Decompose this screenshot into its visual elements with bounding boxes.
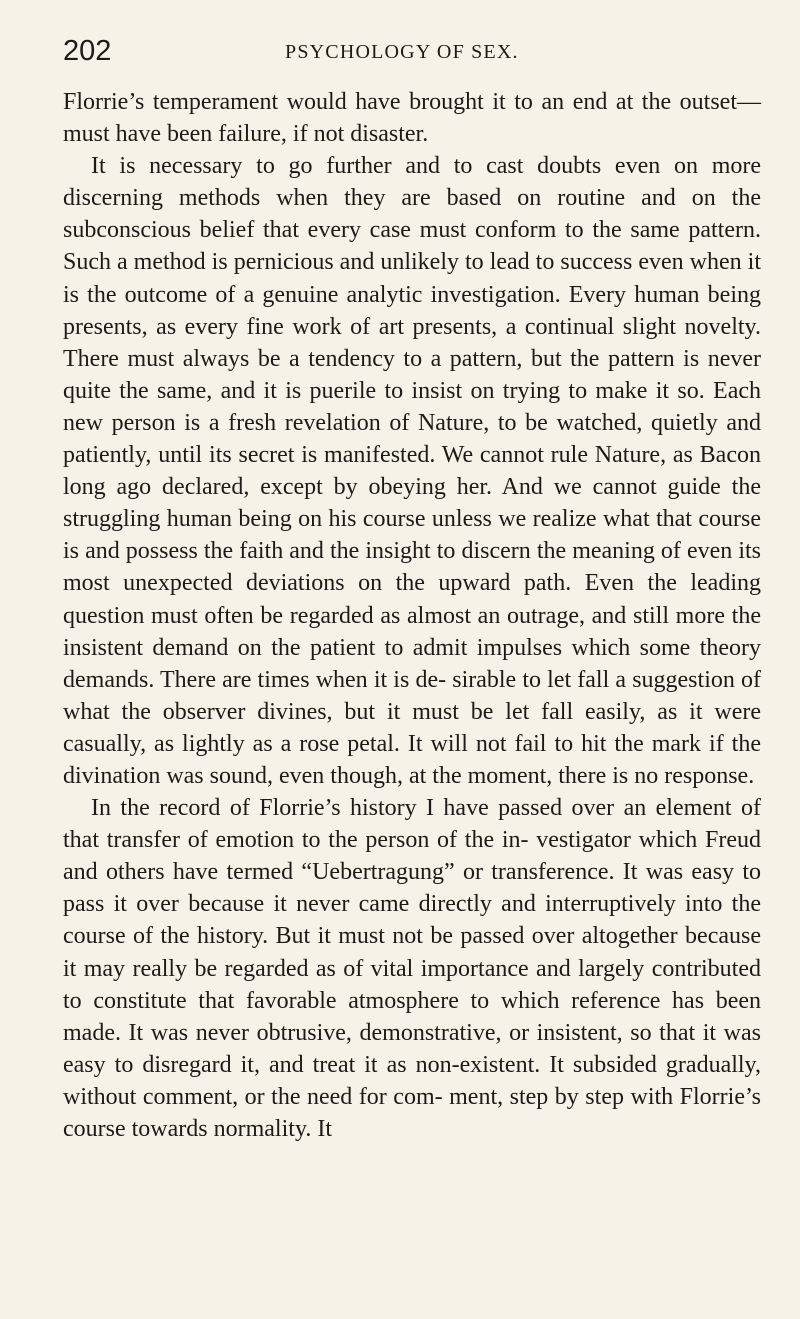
running-title: PSYCHOLOGY OF SEX. — [285, 41, 519, 63]
paragraph-3: In the record of Florrie’s history I have passed over an element of that transfer of emotion to the person of the in- vestigator which Freud and others have termed “Uebertragung” or transference. It was easy to pass it over because it never came directly and interruptively into the course of the history. But it must not be passed over altogether because it may really be regarded as of vital importance and largely contributed to constitute that favorable atmosphere to which reference has been made. It was never obtrusive, demonstrative, or insistent, so that it was easy to disregard it, and treat it as non-existent. It subsided gradually, without comment, or the need for com- ment, step by step with Florrie’s course towards normality. It — [63, 795, 761, 1142]
running-head — [63, 34, 761, 68]
paragraph-2: It is necessary to go further and to cast doubts even on more discerning methods when they are based on routine and on the subconscious belief that every case must conform to the same pattern. Such a method is pernicious and unlikely to lead to success even when it is the outcome of a genuine analytic investigation. Every human being presents, as every fine work of art presents, a continual slight novelty. There must always be a tendency to a pattern, but the pattern is never quite the same, and it is puerile to insist on trying to make it so. Each new person is a fresh revelation of Nature, to be watched, quietly and patiently, until its secret is manifested. We cannot rule Nature, as Bacon long ago declared, except by obeying her. And we cannot guide the struggling human being on his course unless we realize what that course is and possess the faith and the insight to discern the meaning of even its most unexpected deviations on the upward path. Even the leading question must often be regarded as almost an outrage, and still more the insistent demand on the patient to admit impulses which some theory demands. There are times when it is de- sirable to let fall a suggestion of what the observer divines, but it must be let fall easily, as it were casually, as lightly as a rose petal. It will not fail to hit the mark if the divination was sound, even though, at the moment, there is no response. — [63, 153, 761, 789]
paragraph-1: Florrie’s temperament would have brought it to an end at the outset—must have been failure, if not disaster. — [63, 89, 761, 148]
book-page — [63, 34, 761, 1145]
page-number: 202 — [63, 35, 112, 67]
body-text — [63, 86, 761, 1145]
